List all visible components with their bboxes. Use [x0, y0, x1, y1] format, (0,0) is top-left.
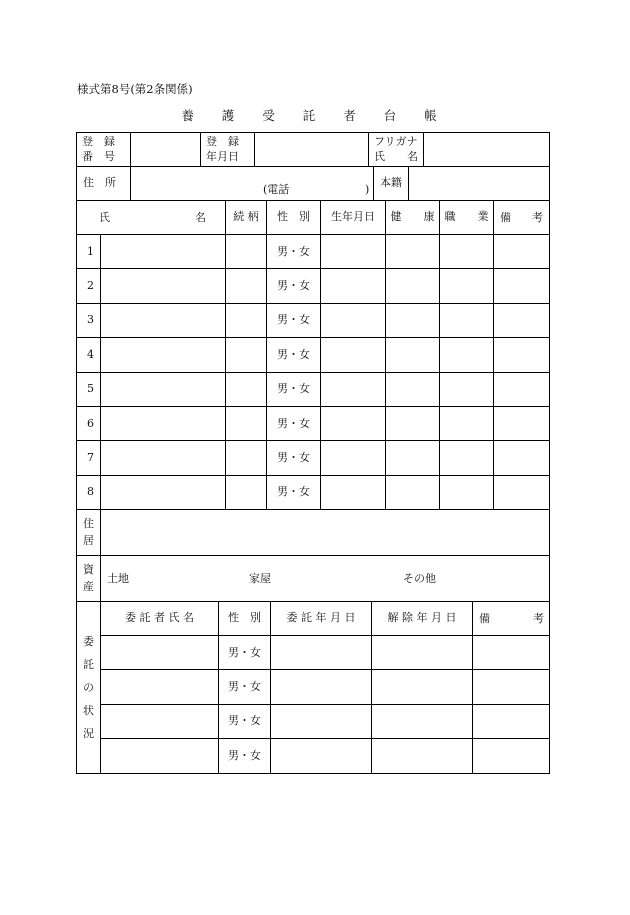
consignor-name-field[interactable]	[101, 704, 219, 738]
relation-field[interactable]	[226, 235, 267, 269]
header-consignor-sex: 性 別	[219, 602, 271, 636]
header-notes: 備 考	[494, 201, 550, 235]
table-row	[77, 636, 550, 670]
member-name-field[interactable]	[101, 303, 226, 337]
consignor-name-field[interactable]	[101, 636, 219, 670]
row-number: 2	[77, 269, 101, 303]
row-number: 7	[77, 441, 101, 475]
sex-option[interactable]: 男・女	[219, 636, 271, 670]
consignment-table	[76, 601, 550, 774]
occupation-field[interactable]	[440, 441, 494, 475]
health-field[interactable]	[386, 235, 440, 269]
notes-field[interactable]	[494, 338, 550, 372]
health-field[interactable]	[386, 303, 440, 337]
header-sex: 性 別	[267, 201, 321, 235]
sex-option[interactable]: 男・女	[219, 704, 271, 738]
honseki-field[interactable]	[409, 167, 550, 201]
family-header-row	[77, 201, 550, 235]
member-name-field[interactable]	[101, 338, 226, 372]
occupation-field[interactable]	[440, 338, 494, 372]
phone-label: (電話	[263, 183, 290, 196]
birthdate-field[interactable]	[321, 372, 386, 406]
assets-field[interactable]	[101, 556, 550, 602]
house-label: 家屋	[249, 572, 271, 585]
release-date-field[interactable]	[372, 636, 473, 670]
sex-option[interactable]: 男・女	[267, 372, 321, 406]
header-release-date: 解 除 年 月 日	[372, 602, 473, 636]
consign-notes-field[interactable]	[473, 636, 550, 670]
consign-notes-field[interactable]	[473, 670, 550, 704]
document-title: 養 護 受 託 者 台 帳	[181, 108, 449, 123]
sex-option[interactable]: 男・女	[219, 670, 271, 704]
table-row	[77, 670, 550, 704]
notes-field[interactable]	[494, 406, 550, 440]
notes-field[interactable]	[494, 269, 550, 303]
name-field[interactable]	[424, 133, 550, 167]
release-date-field[interactable]	[372, 704, 473, 738]
sex-option[interactable]: 男・女	[267, 338, 321, 372]
consign-date-field[interactable]	[271, 670, 372, 704]
table-row	[77, 739, 550, 773]
consign-notes-field[interactable]	[473, 739, 550, 773]
birthdate-field[interactable]	[321, 441, 386, 475]
birthdate-field[interactable]	[321, 475, 386, 509]
table-row	[77, 406, 550, 440]
table-row	[77, 269, 550, 303]
sex-option[interactable]: 男・女	[267, 441, 321, 475]
health-field[interactable]	[386, 372, 440, 406]
assets-label: 資 産	[77, 556, 101, 602]
birthdate-field[interactable]	[321, 235, 386, 269]
release-date-field[interactable]	[372, 739, 473, 773]
occupation-field[interactable]	[440, 406, 494, 440]
address-label: 住 所	[77, 167, 131, 201]
occupation-field[interactable]	[440, 235, 494, 269]
notes-field[interactable]	[494, 441, 550, 475]
address-field[interactable]	[131, 167, 374, 201]
table-row	[77, 235, 550, 269]
notes-field[interactable]	[494, 235, 550, 269]
occupation-field[interactable]	[440, 269, 494, 303]
birthdate-field[interactable]	[321, 338, 386, 372]
table-row	[77, 475, 550, 509]
birthdate-field[interactable]	[321, 269, 386, 303]
sex-option[interactable]: 男・女	[267, 475, 321, 509]
consign-notes-field[interactable]	[473, 704, 550, 738]
consign-date-field[interactable]	[271, 704, 372, 738]
sex-option[interactable]: 男・女	[267, 269, 321, 303]
row-number: 4	[77, 338, 101, 372]
row-number: 3	[77, 303, 101, 337]
release-date-field[interactable]	[372, 670, 473, 704]
reg-number-field[interactable]	[131, 133, 201, 167]
consignor-name-field[interactable]	[101, 739, 219, 773]
consign-date-field[interactable]	[271, 636, 372, 670]
notes-field[interactable]	[494, 475, 550, 509]
notes-field[interactable]	[494, 372, 550, 406]
sex-option[interactable]: 男・女	[267, 406, 321, 440]
consignment-header-row	[77, 602, 550, 636]
relation-field[interactable]	[226, 372, 267, 406]
occupation-field[interactable]	[440, 303, 494, 337]
notes-field[interactable]	[494, 303, 550, 337]
other-label: その他	[403, 572, 436, 585]
row-number: 8	[77, 475, 101, 509]
land-label: 土地	[107, 572, 129, 585]
header-consignor-name: 委 託 者 氏 名	[101, 602, 219, 636]
residence-field[interactable]	[101, 510, 550, 556]
address-table	[76, 166, 550, 201]
member-name-field[interactable]	[101, 372, 226, 406]
health-field[interactable]	[386, 475, 440, 509]
occupation-field[interactable]	[440, 372, 494, 406]
relation-field[interactable]	[226, 441, 267, 475]
sex-option[interactable]: 男・女	[267, 235, 321, 269]
consign-date-field[interactable]	[271, 739, 372, 773]
health-field[interactable]	[386, 406, 440, 440]
header-occupation: 職 業	[440, 201, 494, 235]
header-health: 健 康	[386, 201, 440, 235]
reg-date-label: 登 録 年月日	[201, 133, 255, 167]
member-name-field[interactable]	[101, 269, 226, 303]
header-consign-notes: 備 考	[473, 602, 550, 636]
header-relation: 続 柄	[226, 201, 267, 235]
phone-close: )	[365, 183, 370, 196]
table-row	[77, 303, 550, 337]
member-name-field[interactable]	[101, 235, 226, 269]
birthdate-field[interactable]	[321, 303, 386, 337]
honseki-label: 本籍	[374, 167, 409, 201]
member-name-field[interactable]	[101, 441, 226, 475]
form-number-label: 様式第8号(第2条関係)	[77, 82, 193, 96]
table-row	[77, 338, 550, 372]
relation-field[interactable]	[226, 475, 267, 509]
occupation-field[interactable]	[440, 475, 494, 509]
relation-field[interactable]	[226, 303, 267, 337]
registration-table	[76, 132, 550, 167]
relation-field[interactable]	[226, 338, 267, 372]
health-field[interactable]	[386, 338, 440, 372]
row-number: 6	[77, 406, 101, 440]
header-name: 氏 名	[77, 201, 226, 235]
row-number: 5	[77, 372, 101, 406]
birthdate-field[interactable]	[321, 406, 386, 440]
member-name-field[interactable]	[101, 406, 226, 440]
relation-field[interactable]	[226, 269, 267, 303]
health-field[interactable]	[386, 441, 440, 475]
family-table	[76, 200, 550, 510]
member-name-field[interactable]	[101, 475, 226, 509]
row-number: 1	[77, 235, 101, 269]
consignment-status-label: 委 託 の 状 況	[77, 602, 101, 774]
table-row	[77, 704, 550, 738]
sex-option[interactable]: 男・女	[267, 303, 321, 337]
furigana-name-label: フリガナ 氏 名	[369, 133, 424, 167]
health-field[interactable]	[386, 269, 440, 303]
consignor-name-field[interactable]	[101, 670, 219, 704]
reg-number-label: 登 録 番 号	[77, 133, 131, 167]
header-consign-date: 委 託 年 月 日	[271, 602, 372, 636]
residence-label: 住 居	[77, 510, 101, 556]
table-row	[77, 372, 550, 406]
header-birthdate: 生年月日	[321, 201, 386, 235]
residence-assets-table	[76, 509, 550, 602]
reg-date-field[interactable]	[255, 133, 369, 167]
sex-option[interactable]: 男・女	[219, 739, 271, 773]
relation-field[interactable]	[226, 406, 267, 440]
table-row	[77, 441, 550, 475]
